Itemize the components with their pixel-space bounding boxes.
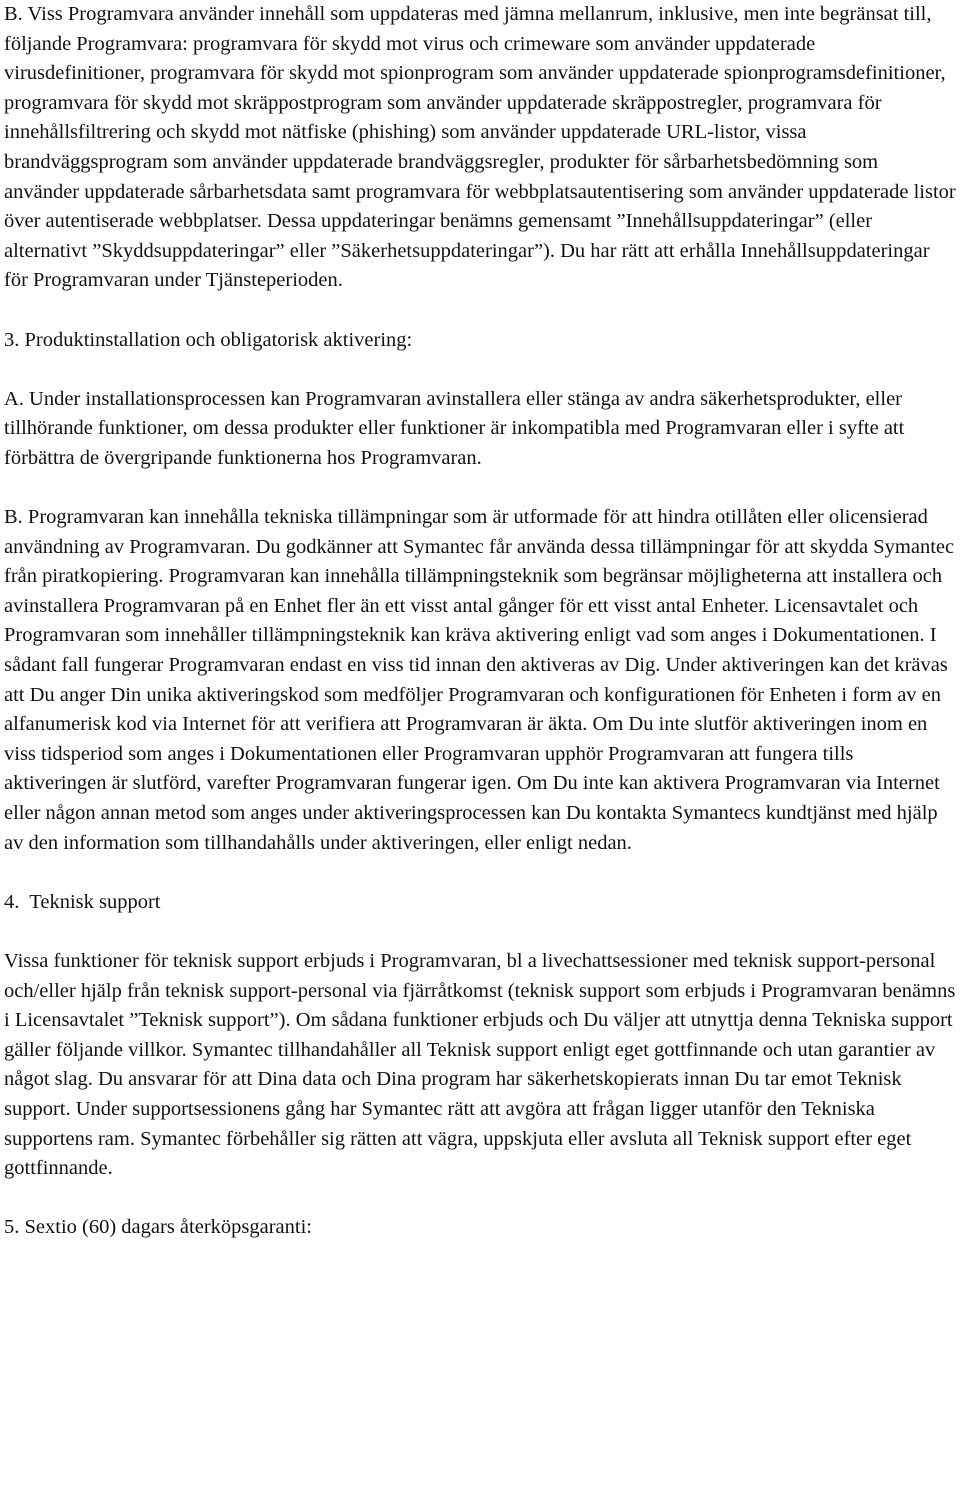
paragraph-gap xyxy=(4,474,958,504)
section-heading-support: 4. Teknisk support xyxy=(4,890,161,913)
paragraph-gap xyxy=(4,858,958,888)
paragraph-installation-b: B. Programvaran kan innehålla tekniska tillämpningar som är utformade för att hindra otillåten eller olicensierad användning av Programvaran. Du godkänner att Symantec får använda dessa tillämpningar för att skydda Symantec från piratkopiering. Programvaran kan innehålla tillämpningsteknik som begränsar möjligheterna att installera och avinstallera Programvaran på en Enhet fler än ett visst antal gånger för ett visst antal Enheter. Licensavtalet och Programvaran som innehåller tillämpningsteknik kan kräva aktivering enligt vad som anges i Dokumentationen. I sådant fall fungerar Programvaran endast en viss tid innan den aktiveras av Dig. Under aktiveringen kan det krävas att Du anger Din unika aktiveringskod som medföljer Programvaran och konfigurationen för Enheten i form av en alfanumerisk kod via Internet för att verifiera att Programvaran är äkta. Om Du inte slutför aktiveringen inom en viss tidsperiod som anges i Dokumentationen eller Programvaran upphör Programvaran att fungera tills aktiveringen är slutförd, varefter Programvaran fungerar igen. Om Du inte kan aktivera Programvaran via Internet eller någon annan metod som anges under aktiveringsprocessen kan Du kontakta Symantecs kundtjänst med hjälp av den information som tillhandahålls under aktiveringen, eller enligt nedan. xyxy=(4,506,955,854)
paragraph-gap xyxy=(4,1184,958,1214)
paragraph-gap xyxy=(4,355,958,385)
section-heading-installation: 3. Produktinstallation och obligatorisk aktivering: xyxy=(4,328,413,351)
paragraph-content-updates: B. Viss Programvara använder innehåll som uppdateras med jämna mellanrum, inklusive, men inte begränsat till, följande Programvara: programvara för skydd mot virus och crimeware som använder uppdaterade virusdefinitioner, programvara för skydd mot spionprogram som använder uppdaterade spionprogramsdefinitioner, programvara för skydd mot skräppostprogram som använder uppdaterade skräppostregler, programvara för innehållsfiltrering och skydd mot nätfiske (phishing) som använder uppdaterade URL-listor, vissa brandväggsprogram som använder uppdaterade brandväggsregler, produkter för sårbarhetsbedömning som använder uppdaterade sårbarhetsdata samt programvara för webbplatsautentisering som använder uppdaterade listor över autentiserade webbplatser. Dessa uppdateringar benämns gemensamt ”Innehållsuppdateringar” (eller alternativt ”Skyddsuppdateringar” eller ”Säkerhetsuppdateringar”). Du har rätt att erhålla Innehållsuppdateringar för Programvaran under Tjänsteperioden. xyxy=(4,3,956,292)
paragraph-installation-a: A. Under installationsprocessen kan Programvaran avinstallera eller stänga av andra säkerhetsprodukter, eller tillhörande funktioner, om dessa produkter eller funktioner är inkompatibla med Programvaran eller i syfte att förbättra de övergripande funktionerna hos Programvaran. xyxy=(4,387,905,469)
document-page xyxy=(4,0,958,1243)
paragraph-gap xyxy=(4,917,958,947)
paragraph-gap xyxy=(4,296,958,326)
paragraph-technical-support: Vissa funktioner för teknisk support erbjuds i Programvaran, bl a livechattsessioner med teknisk support-personal och/eller hjälp från teknisk support-personal via fjärråtkomst (teknisk support som erbjuds i Programvaran benämns i Licensavtalet ”Teknisk support”). Om sådana funktioner erbjuds och Du väljer att utnyttja denna Tekniska support gäller följande villkor. Symantec tillhandahåller all Teknisk support enligt eget gottfinnande och utan garantier av något slag. Du ansvarar för att Dina data och Dina program har säkerhetskopierats innan Du tar emot Teknisk support. Under supportsessionens gång har Symantec rätt att avgöra att frågan ligger utanför den Tekniska supportens ram. Symantec förbehåller sig rätten att vägra, uppskjuta eller avsluta all Teknisk support efter eget gottfinnande. xyxy=(4,950,956,1180)
section-heading-refund: 5. Sextio (60) dagars återköpsgaranti: xyxy=(4,1216,312,1239)
